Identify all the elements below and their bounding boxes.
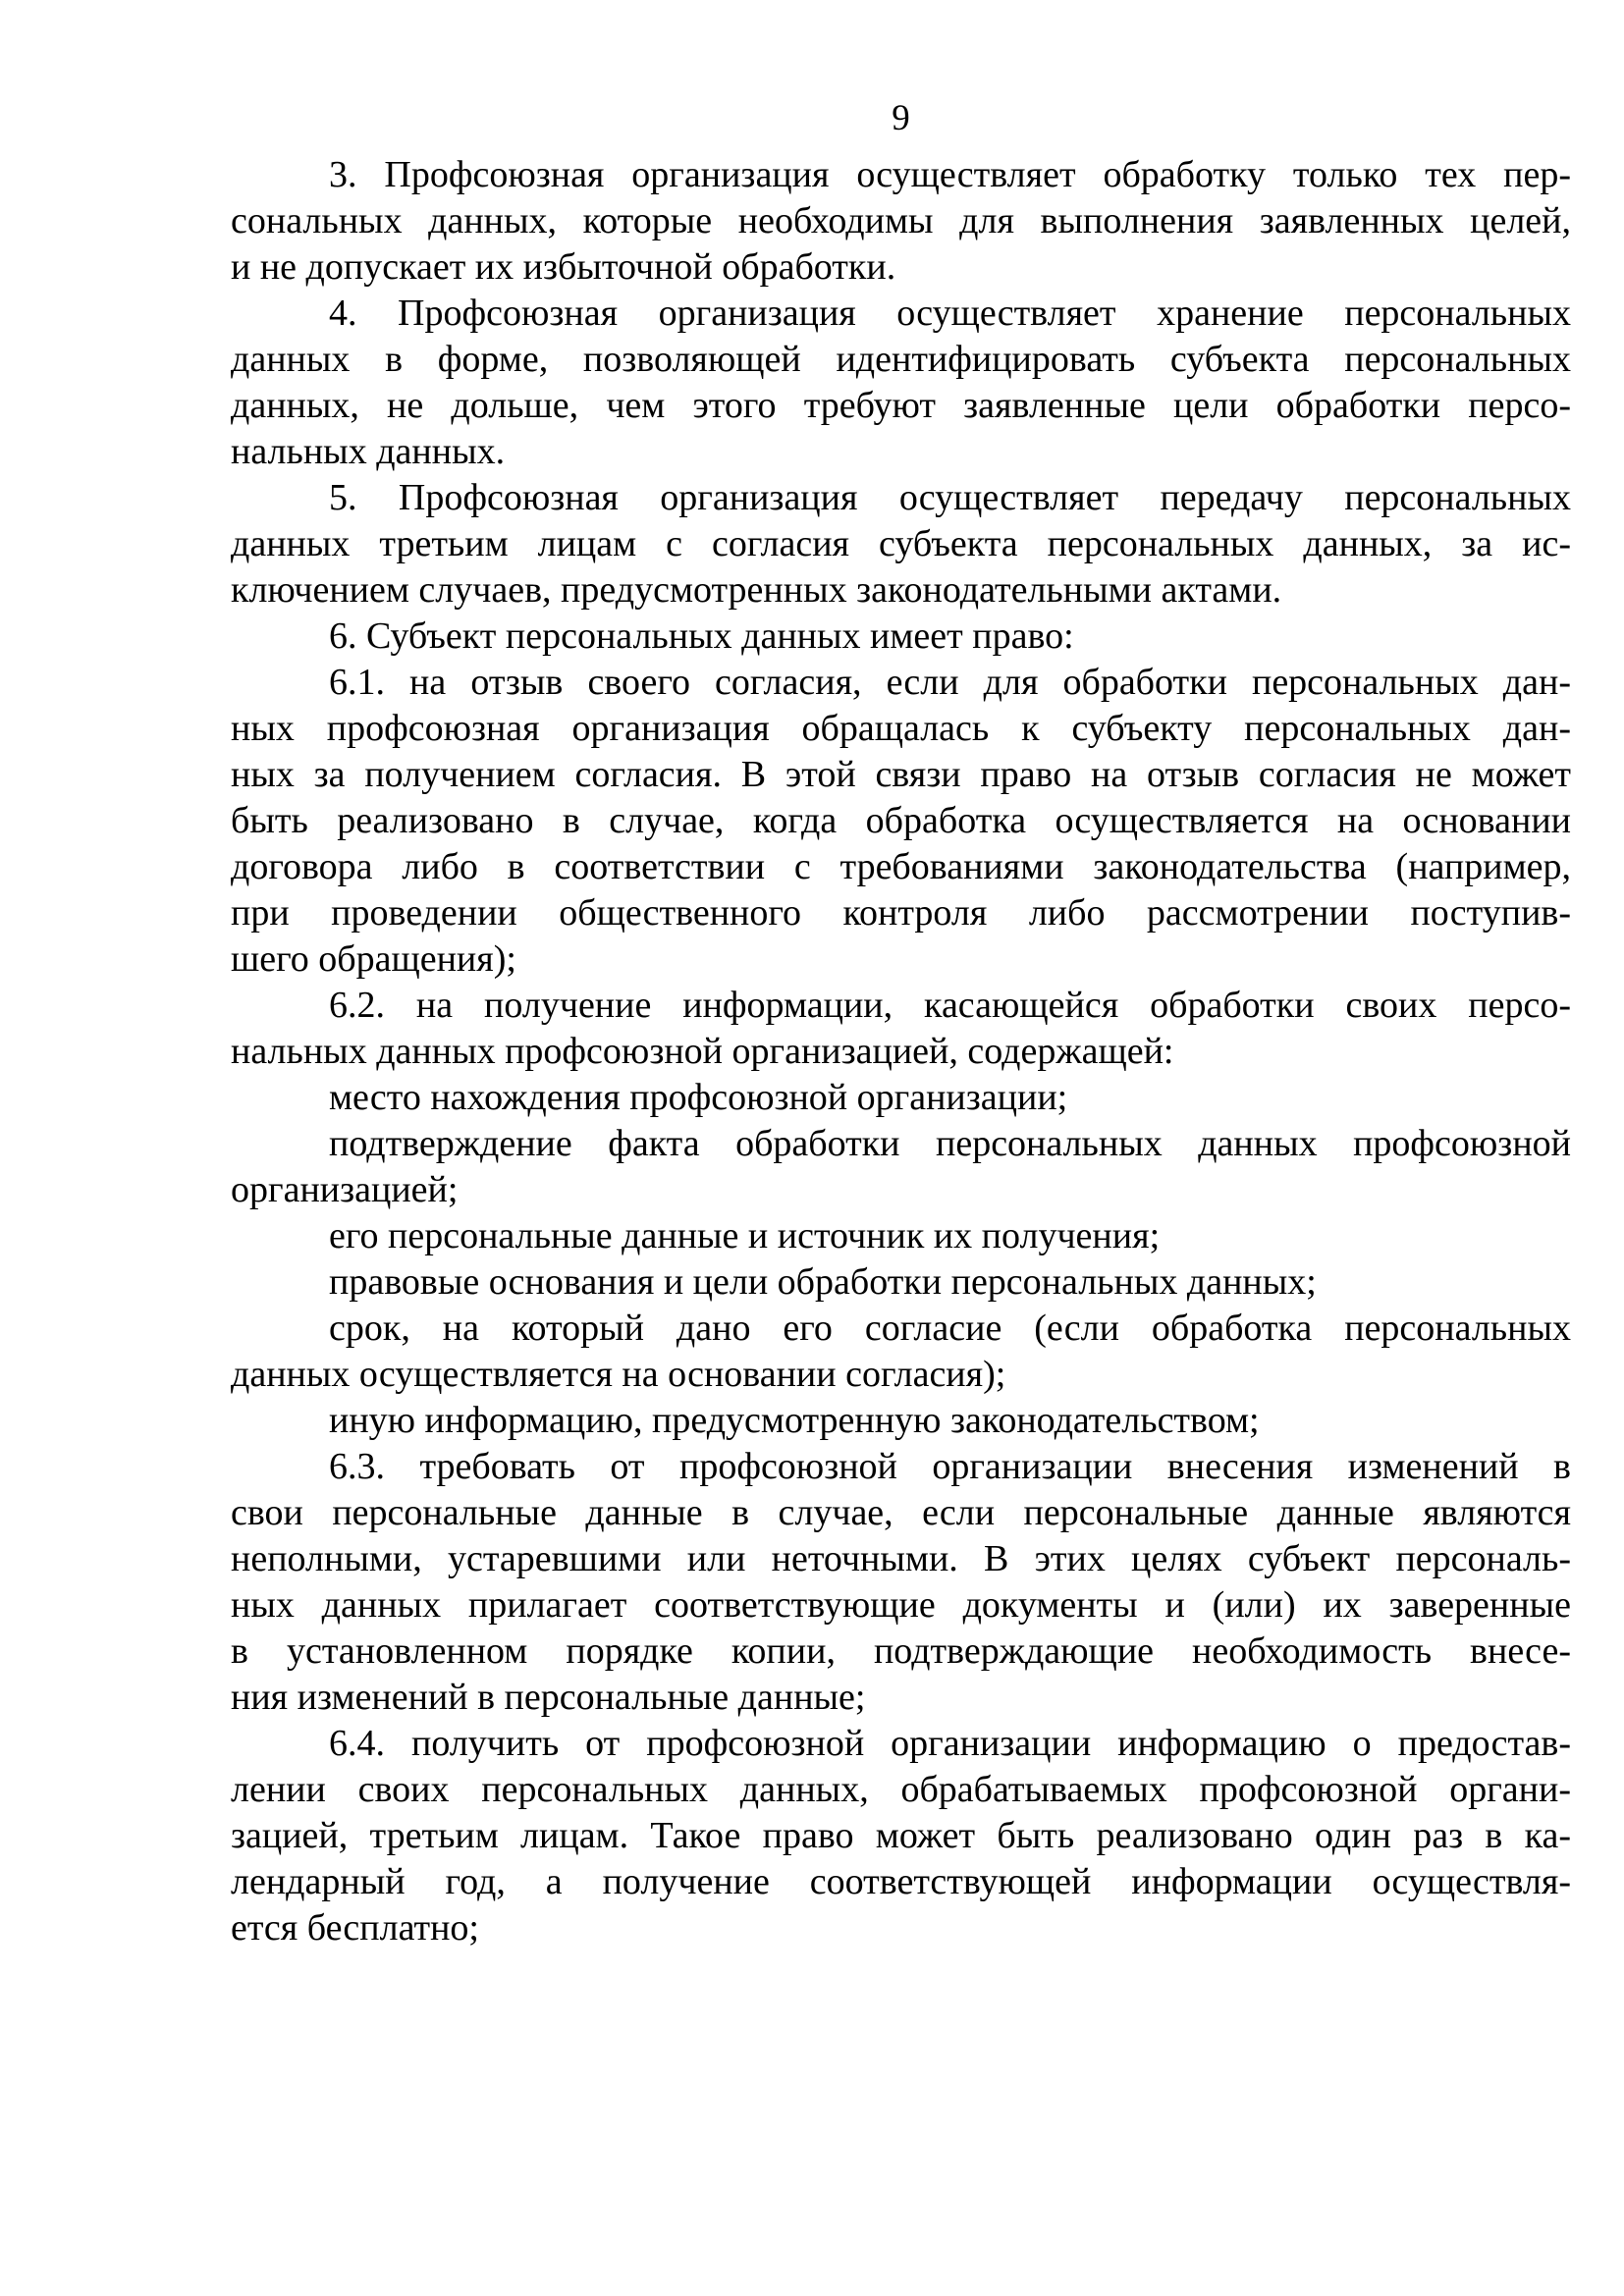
page-number: 9 — [892, 98, 910, 138]
text-line: ных данных прилагает соответствующие документы и (или) их заверенные — [231, 1584, 1571, 1626]
text-line: его персональные данные и источник их получения; — [329, 1215, 1161, 1256]
text-line: нальных данных. — [231, 431, 506, 472]
text-line: срок, на который дано его согласие (если обработка персональных — [329, 1308, 1571, 1349]
paragraph — [231, 1075, 1571, 1121]
text-line: 6. Субъект персональных данных имеет право: — [329, 615, 1074, 657]
text-line: быть реализовано в случае, когда обработка осуществляется на основании — [231, 800, 1571, 841]
text-line: свои персональные данные в случае, если персональные данные являются — [231, 1492, 1571, 1533]
text-line: 3. Профсоюзная организация осуществляет обработку только тех пер- — [329, 154, 1571, 195]
paragraph — [231, 475, 1571, 614]
text-line: ключением случаев, предусмотренных законодательными актами. — [231, 569, 1282, 611]
text-line: нальных данных профсоюзной организацией, содержащей: — [231, 1031, 1174, 1072]
document-content — [231, 95, 1571, 1951]
text-line: 6.2. на получение информации, касающейся обработки своих персо- — [329, 985, 1571, 1026]
text-line: в установленном порядке копии, подтверждающие необходимость внесе- — [231, 1630, 1571, 1672]
text-line: правовые основания и цели обработки персональных данных; — [329, 1261, 1317, 1303]
paragraph — [231, 291, 1571, 475]
paragraph — [231, 614, 1571, 660]
paragraph — [231, 1259, 1571, 1306]
paragraph — [231, 1721, 1571, 1951]
paragraph — [231, 1121, 1571, 1213]
text-line: иную информацию, предусмотренную законодательством; — [329, 1400, 1260, 1441]
text-line: сональных данных, которые необходимы для выполнения заявленных целей, — [231, 200, 1571, 241]
text-line: подтверждение факта обработки персональных данных профсоюзной — [329, 1123, 1571, 1164]
text-line: шего обращения); — [231, 938, 516, 980]
paragraph — [231, 1398, 1571, 1444]
text-line: 5. Профсоюзная организация осуществляет передачу персональных — [329, 477, 1571, 518]
paragraph — [231, 1444, 1571, 1721]
paragraph — [231, 660, 1571, 983]
text-line: неполными, устаревшими или неточными. В этих целях субъект персональ- — [231, 1538, 1571, 1579]
text-line: лении своих персональных данных, обрабатываемых профсоюзной органи- — [231, 1769, 1571, 1810]
text-line: договора либо в соответствии с требованиями законодательства (например, — [231, 846, 1571, 887]
text-line: данных третьим лицам с согласия субъекта персональных данных, за ис- — [231, 523, 1571, 564]
text-line: данных, не дольше, чем этого требуют заявленные цели обработки персо- — [231, 385, 1571, 426]
paragraph — [231, 152, 1571, 291]
paragraph — [231, 983, 1571, 1075]
text-line: 6.4. получить от профсоюзной организации информацию о предостав- — [329, 1723, 1571, 1764]
text-line: и не допускает их избыточной обработки. — [231, 246, 896, 288]
document-body — [231, 152, 1571, 1951]
text-line: зацией, третьим лицам. Такое право может быть реализовано один раз в ка- — [231, 1815, 1571, 1856]
text-line: 6.1. на отзыв своего согласия, если для обработки персональных дан- — [329, 662, 1571, 703]
text-line: ется бесплатно; — [231, 1907, 479, 1949]
text-line: организацией; — [231, 1169, 459, 1210]
text-line: 4. Профсоюзная организация осуществляет хранение персональных — [329, 293, 1571, 334]
paragraph — [231, 1213, 1571, 1259]
text-line: данных в форме, позволяющей идентифицировать субъекта персональных — [231, 339, 1571, 380]
text-line: место нахождения профсоюзной организации; — [329, 1077, 1068, 1118]
paragraph — [231, 1306, 1571, 1398]
text-line: лендарный год, а получение соответствующей информации осуществля- — [231, 1861, 1571, 1902]
text-line: данных осуществляется на основании согласия); — [231, 1354, 1006, 1395]
text-line: при проведении общественного контроля либо рассмотрении поступив- — [231, 892, 1571, 934]
text-line: ных за получением согласия. В этой связи право на отзыв согласия не может — [231, 754, 1571, 795]
text-line: 6.3. требовать от профсоюзной организации внесения изменений в — [329, 1446, 1571, 1487]
text-line: ных профсоюзная организация обращалась к субъекту персональных дан- — [231, 708, 1571, 749]
text-line: ния изменений в персональные данные; — [231, 1677, 866, 1718]
